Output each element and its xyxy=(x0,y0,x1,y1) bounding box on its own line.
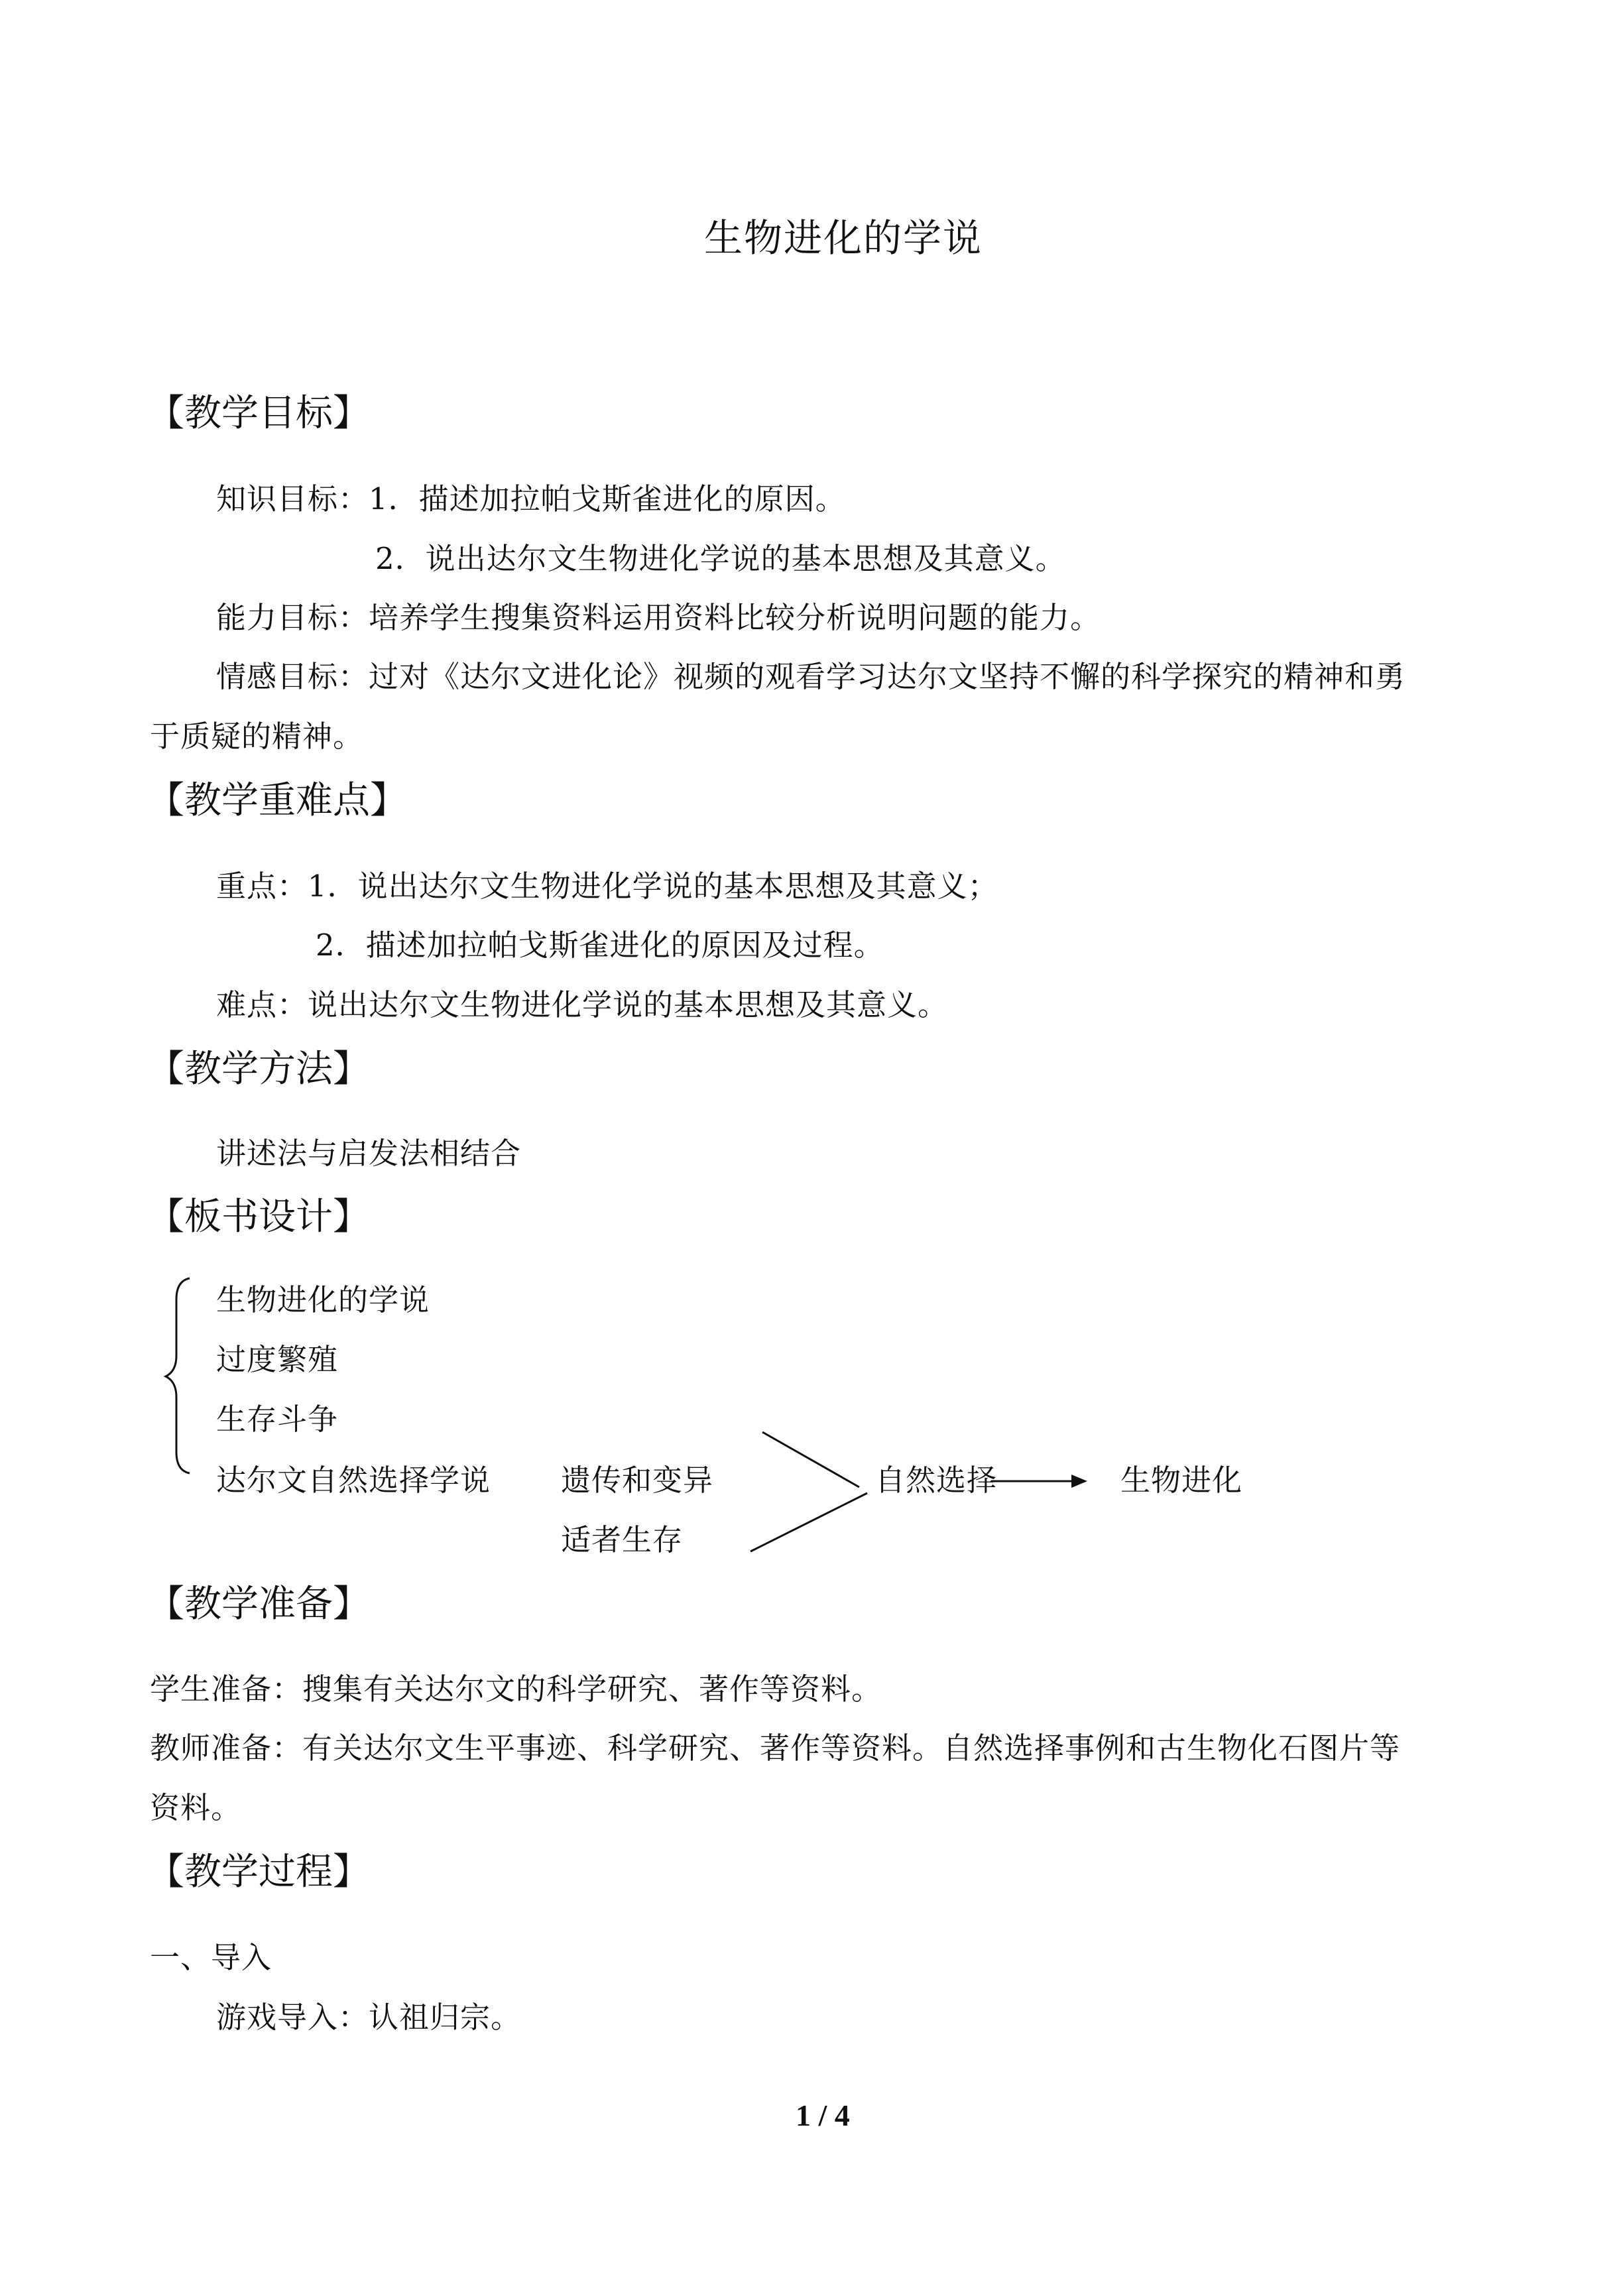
board-survival-fittest: 适者生存 xyxy=(561,1522,684,1557)
focus-point-2: 2．描述加拉帕戈斯雀进化的原因及过程。 xyxy=(316,928,884,963)
board-item-theory: 生物进化的学说 xyxy=(216,1282,430,1317)
emotion-goal-line2: 于质疑的精神。 xyxy=(150,719,364,754)
section-heading-preparation: 【教学准备】 xyxy=(147,1583,370,1626)
arrow-head xyxy=(1071,1475,1087,1488)
section-heading-methods: 【教学方法】 xyxy=(147,1048,370,1091)
board-item-struggle: 生存斗争 xyxy=(216,1402,339,1437)
section-heading-process: 【教学过程】 xyxy=(147,1850,370,1894)
process-step-intro-detail: 游戏导入：认祖归宗。 xyxy=(216,2000,522,2035)
board-item-darwin-theory: 达尔文自然选择学说 xyxy=(216,1463,491,1498)
knowledge-goal-2: 2．说出达尔文生物进化学说的基本思想及其意义。 xyxy=(375,541,1066,576)
emotion-goal-line1: 情感目标：过对《达尔文进化论》视频的观看学习达尔文坚持不懈的科学探究的精神和勇 xyxy=(216,659,1406,694)
page-number: 1 / 4 xyxy=(796,2098,850,2132)
lower-converge-line xyxy=(751,1493,867,1551)
ability-goal: 能力目标：培养学生搜集资料运用资料比较分析说明问题的能力。 xyxy=(216,600,1101,635)
knowledge-goal-1: 知识目标：1．描述加拉帕戈斯雀进化的原因。 xyxy=(216,481,846,516)
board-evolution: 生物进化 xyxy=(1120,1463,1243,1498)
section-heading-goals: 【教学目标】 xyxy=(147,392,370,435)
section-heading-key-points: 【教学重难点】 xyxy=(147,779,407,822)
upper-converge-line xyxy=(762,1432,859,1487)
section-heading-board-design: 【板书设计】 xyxy=(147,1195,370,1239)
board-natural-selection: 自然选择 xyxy=(875,1463,998,1498)
page-title: 生物进化的学说 xyxy=(704,215,983,261)
methods-text: 讲述法与启发法相结合 xyxy=(216,1136,522,1171)
teacher-preparation-line2: 资料。 xyxy=(150,1790,242,1825)
teacher-preparation-line1: 教师准备：有关达尔文生平事迹、科学研究、著作等资料。自然选择事例和古生物化石图片等 xyxy=(150,1730,1401,1766)
board-item-overproduction: 过度繁殖 xyxy=(216,1342,339,1377)
focus-point-1: 重点：1．说出达尔文生物进化学说的基本思想及其意义； xyxy=(216,869,998,904)
board-inheritance-variation: 遗传和变异 xyxy=(561,1463,714,1498)
process-step-intro: 一、导入 xyxy=(150,1940,272,1975)
left-brace xyxy=(166,1278,190,1473)
difficulty-point: 难点：说出达尔文生物进化学说的基本思想及其意义。 xyxy=(216,987,949,1022)
student-preparation: 学生准备：搜集有关达尔文的科学研究、著作等资料。 xyxy=(150,1671,882,1707)
